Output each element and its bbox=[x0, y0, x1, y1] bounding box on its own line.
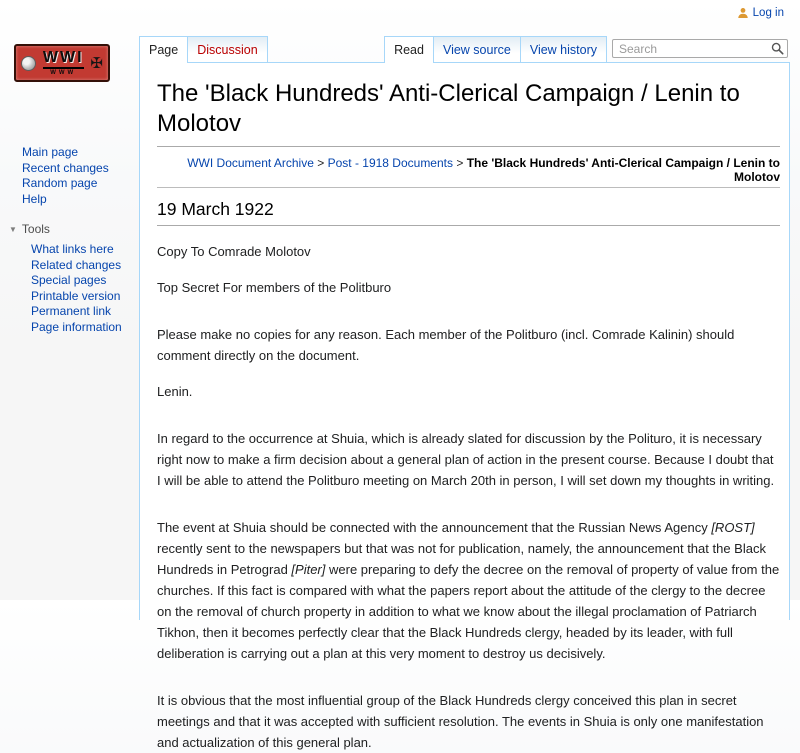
list-item bbox=[22, 176, 139, 192]
text-segment: Top Secret For members of the Politburo bbox=[157, 280, 392, 295]
tools-item-special-pages[interactable]: Special pages bbox=[31, 273, 107, 287]
text-segment: It is obvious that the most influential group of the Black Hundreds clergy conceived this plan in secret meetings and that it was accepted with sufficient resolution. The events in Shuia is only one manifestation and actualization of this general plan. bbox=[157, 693, 764, 750]
personal-bar bbox=[737, 7, 784, 19]
text-segment: were preparing to defy the decree on the removal of property of value from the churches. If this fact is compared with what the papers report about the attitude of the clergy to the decree on the removal of church property in addition to what we know about the illegal proclamation of Patriarch Tikhon, then it becomes perfectly clear that the Black Hundreds clergy, headed by its leader, with full deliberation is carrying out a plan at this very moment to destroy us decisively. bbox=[157, 562, 780, 661]
login-link[interactable]: Log in bbox=[752, 7, 784, 19]
breadcrumb bbox=[157, 156, 780, 184]
list-item bbox=[31, 289, 139, 305]
sidebar-item-help[interactable]: Help bbox=[22, 191, 47, 206]
document-paragraph bbox=[157, 381, 780, 402]
list-item bbox=[22, 145, 139, 161]
chevron-down-icon: ▼ bbox=[9, 224, 17, 234]
list-item bbox=[31, 304, 139, 320]
tab-page[interactable]: Page bbox=[139, 36, 188, 63]
document-paragraph bbox=[157, 324, 780, 366]
text-segment: The event at Shuia should be connected with the announcement that the Russian News Agency bbox=[157, 520, 712, 535]
breadcrumb-separator: > bbox=[453, 156, 467, 170]
text-segment: Please make no copies for any reason. Each member of the Politburo (incl. Comrade Kalinin) should comment directly on the document. bbox=[157, 327, 735, 363]
tools-item-page-information[interactable]: Page information bbox=[31, 319, 122, 334]
breadcrumb-link-wwi-document-archive[interactable]: WWI Document Archive bbox=[187, 156, 314, 170]
sidebar-nav bbox=[0, 145, 139, 207]
list-item bbox=[22, 161, 139, 177]
date-heading: 19 March 1922 bbox=[157, 199, 780, 226]
document-body bbox=[157, 241, 780, 753]
namespace-tabs bbox=[139, 36, 268, 62]
view-tabs bbox=[384, 36, 607, 62]
list-item bbox=[31, 320, 139, 336]
sidebar-item-random-page[interactable]: Random page bbox=[22, 176, 98, 190]
list-item bbox=[22, 192, 139, 208]
page-header bbox=[139, 0, 790, 62]
content-area bbox=[139, 62, 790, 750]
document-paragraph bbox=[157, 517, 780, 664]
search-icon[interactable] bbox=[771, 42, 784, 55]
text-segment: Copy To Comrade Molotov bbox=[157, 244, 311, 259]
tools-item-related-changes[interactable]: Related changes bbox=[31, 257, 122, 272]
search-input[interactable] bbox=[612, 39, 788, 58]
user-icon bbox=[737, 7, 749, 19]
text-segment: In regard to the occurrence at Shuia, which is already slated for discussion by the Polituro, it is necessary right now to make a firm decision about a general plan of action in the present course. Because I doubt that I will be able to attend the Politburo meeting on March 20th in person, I will set down my thoughts in writing. bbox=[157, 431, 775, 488]
list-item bbox=[31, 258, 139, 274]
document-paragraph bbox=[157, 277, 780, 298]
text-segment: recently sent to the newspapers but that was not for publication, namely, the announcement that the Black Hundreds in Petrograd bbox=[157, 541, 766, 577]
text-segment: Lenin. bbox=[157, 384, 193, 399]
document-paragraph bbox=[157, 241, 780, 262]
tools-label: Tools bbox=[21, 222, 50, 236]
sidebar-item-recent-changes[interactable]: Recent changes bbox=[22, 160, 109, 175]
logo-roundel-icon bbox=[21, 56, 36, 71]
sidebar bbox=[0, 0, 139, 600]
tab-discussion[interactable]: Discussion bbox=[187, 36, 267, 62]
document-paragraph bbox=[157, 428, 780, 491]
italic-text: [Piter] bbox=[291, 562, 326, 577]
italic-text: [ROST] bbox=[711, 520, 755, 535]
tools-item-permanent-link[interactable]: Permanent link bbox=[31, 304, 112, 318]
iron-cross-icon: ✠ bbox=[90, 54, 103, 72]
breadcrumb-link-post-1918-documents[interactable]: Post - 1918 Documents bbox=[327, 156, 453, 170]
list-item bbox=[31, 273, 139, 289]
tab-read[interactable]: Read bbox=[384, 36, 434, 63]
search-box bbox=[612, 39, 788, 58]
breadcrumb-separator: > bbox=[313, 156, 328, 170]
logo-text: WWI WWW bbox=[42, 49, 84, 76]
page-title: The 'Black Hundreds' Anti-Clerical Campaign / Lenin to Molotov bbox=[157, 79, 780, 147]
tab-view-history[interactable]: View history bbox=[520, 36, 607, 62]
document-paragraph bbox=[157, 690, 780, 753]
sidebar-tools bbox=[0, 242, 139, 335]
tools-item-printable-version[interactable]: Printable version bbox=[31, 288, 121, 303]
tab-view-source[interactable]: View source bbox=[433, 36, 521, 62]
breadcrumb-current: The 'Black Hundreds' Anti-Clerical Campaign / Lenin to Molotov bbox=[466, 156, 780, 184]
breadcrumb-divider bbox=[157, 187, 780, 188]
tools-section-toggle[interactable] bbox=[9, 222, 139, 236]
tools-item-what-links-here[interactable]: What links here bbox=[31, 242, 114, 256]
list-item bbox=[31, 242, 139, 258]
sidebar-item-main-page[interactable]: Main page bbox=[22, 145, 79, 159]
wiki-logo[interactable] bbox=[14, 44, 110, 82]
